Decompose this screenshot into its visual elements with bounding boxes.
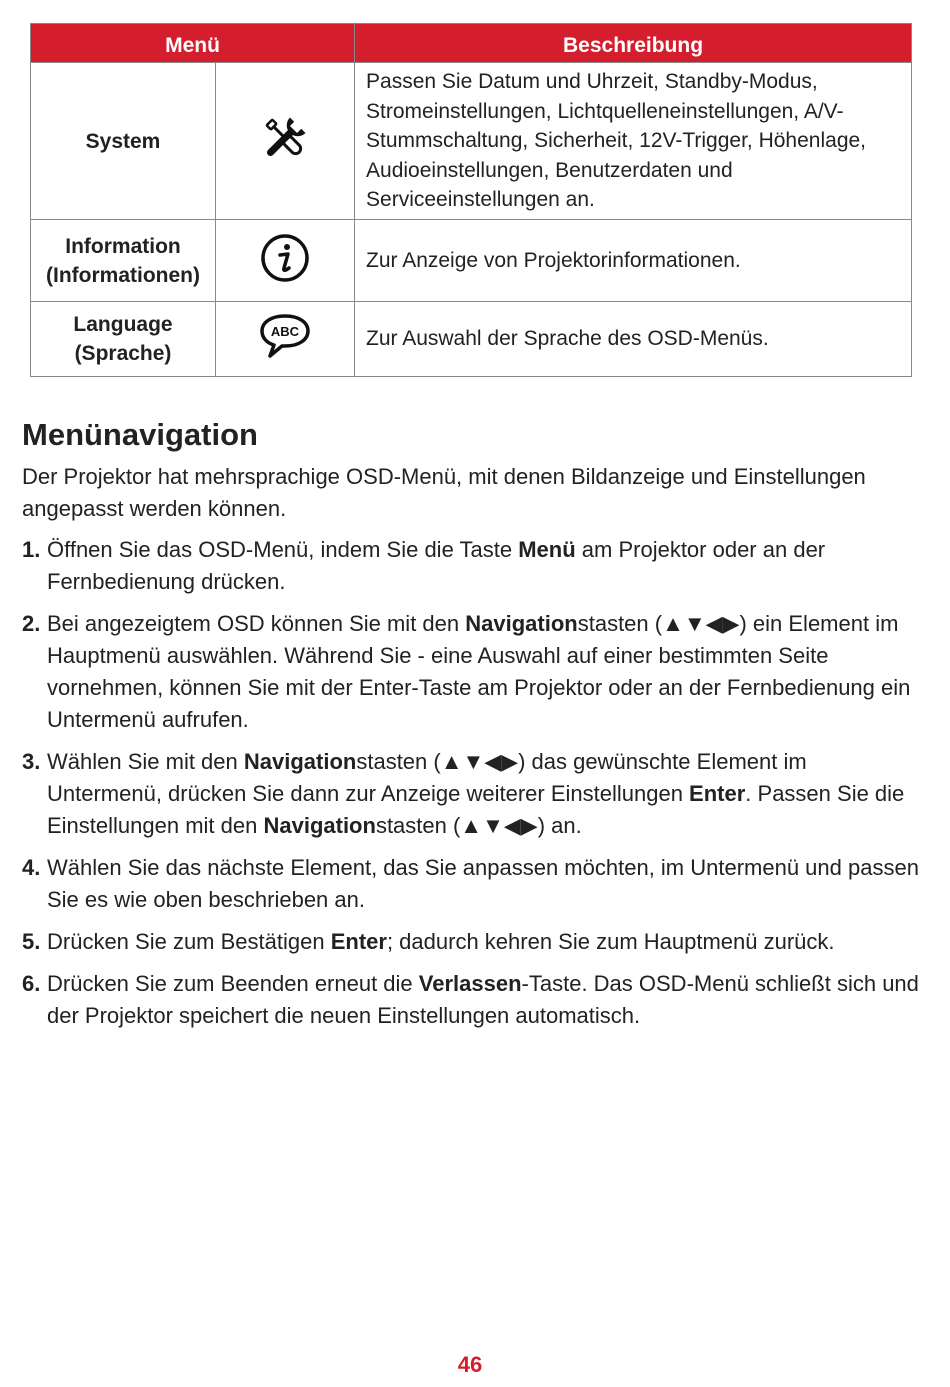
list-item: 4. Wählen Sie das nächste Element, das Sie anpassen möchten, im Untermenü und passen Sie es wie oben beschrieben an. [22,855,919,912]
menu-description-language: Zur Auswahl der Sprache des OSD-Menüs. [355,302,912,377]
header-description: Beschreibung [355,24,912,63]
info-icon [259,266,311,289]
list-item: 5. Drücken Sie zum Bestätigen Enter; dadurch kehren Sie zum Hauptmenü zurück. [22,929,835,954]
menu-name-information: Information (Informationen) [31,220,216,302]
table-row [31,63,912,220]
menu-description-information: Zur Anzeige von Projektorinformationen. [355,220,912,302]
menu-name-system: System [31,63,216,220]
navigation-steps [22,534,927,1042]
header-menu: Menü [31,24,355,63]
table-row [31,220,912,302]
wrench-screwdriver-icon [259,146,311,169]
menu-name-language: Language (Sprache) [31,302,216,377]
page-number: 46 [457,1352,483,1377]
list-item: 6. Drücken Sie zum Beenden erneut die Verlassen-Taste. Das OSD-Menü schließt sich und der Projektor speichert die neuen Einstellungen automatisch. [22,971,919,1028]
menu-description-system: Passen Sie Datum und Uhrzeit, Standby-Modus, Stromeinstellungen, Lichtquelleneinstellungen, A/V-Stummschaltung, Sicherheit, 12V-Trigger, Höhenlage, Audioeinstellungen, Benutzerdaten und Serviceeinstellungen an. [355,63,912,220]
menu-table [30,23,912,377]
section-intro: Der Projektor hat mehrsprachige OSD-Menü, mit denen Bildanzeige und Einstellungen angepasst werden können. [22,464,866,521]
abc-speech-bubble-icon [258,324,312,365]
list-item: 1. Öffnen Sie das OSD-Menü, indem Sie die Taste Menü am Projektor oder an der Fernbedienung drücken. [22,537,826,594]
section-title: Menünavigation [22,417,258,452]
table-row [31,302,912,377]
list-item: 3. Wählen Sie mit den Navigationstasten (▲▼◀▶) das gewünschte Element im Untermenü, drücken Sie dann zur Anzeige weiterer Einstellungen Enter. Passen Sie die Einstellungen mit den Navigationstasten (▲▼◀▶) an. [22,749,905,838]
svg-text:ABC: ABC [270,324,300,339]
list-item: 2. Bei angezeigtem OSD können Sie mit den Navigationstasten (▲▼◀▶) ein Element im Hauptmenü auswählen. Während Sie - eine Auswahl auf einer bestimmten Seite vornehmen, können Sie mit der Enter-Taste am Projektor oder an der Fernbedienung ein Untermenü aufrufen. [22,611,911,732]
table-header-row [31,24,912,63]
